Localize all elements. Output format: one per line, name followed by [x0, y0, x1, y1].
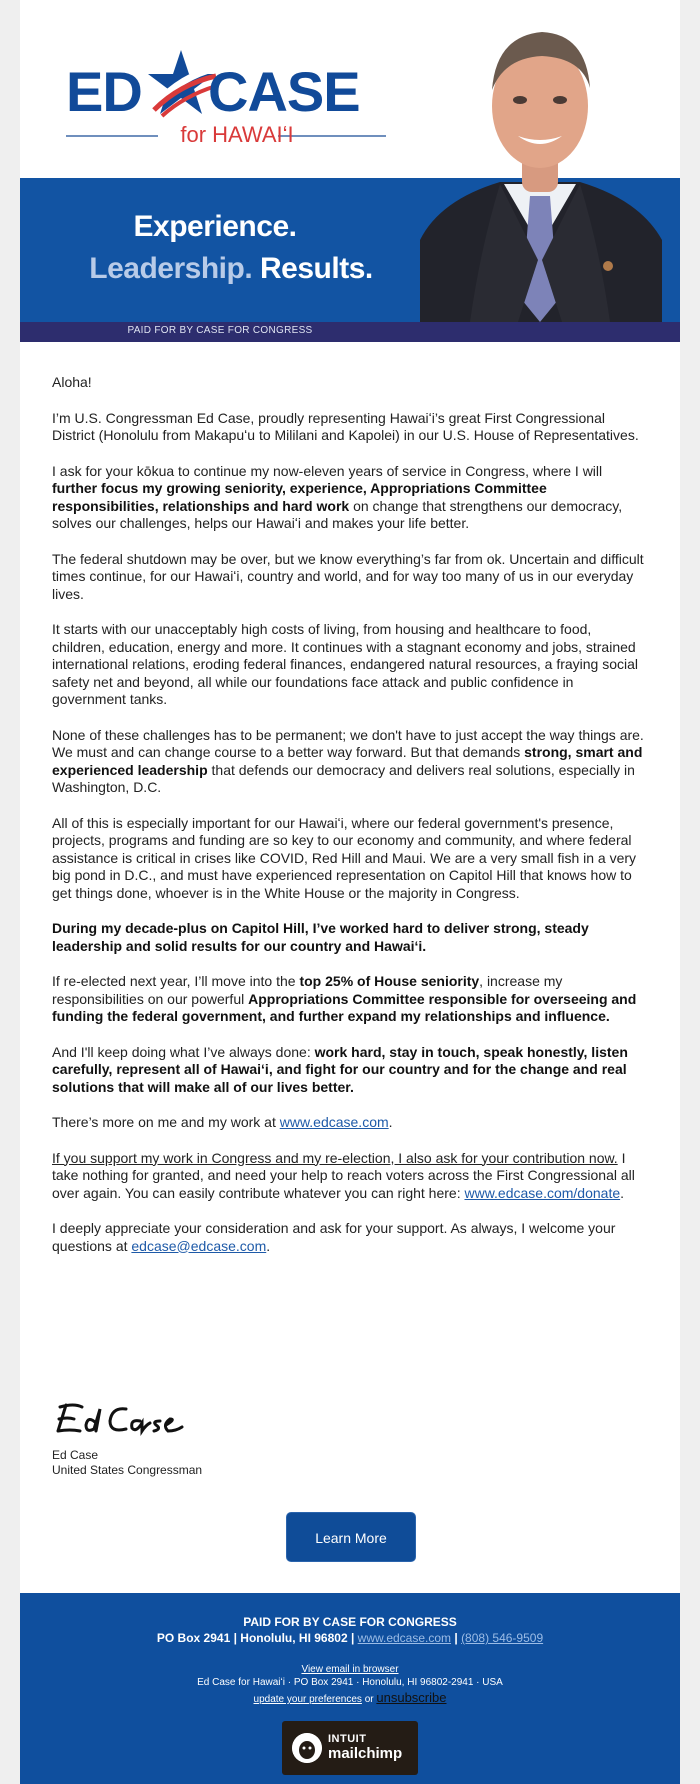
mailing-address: Ed Case for Hawaiʻi · PO Box 2941 · Honolulu, HI 96802-2941 · USA [197, 1677, 503, 1688]
signature-block [52, 1448, 202, 1478]
footer-paid-for: PAID FOR BY CASE FOR CONGRESS [243, 1615, 457, 1629]
preferences-row [20, 1690, 680, 1705]
bold-text: During my decade-plus on Capitol Hill, I’ve worked hard to deliver strong, steady leadership and solid results for our country and Hawaiʻi. [52, 920, 589, 954]
logo-case-text: CASE [208, 60, 360, 123]
view-in-browser-link[interactable]: View email in browser [301, 1664, 399, 1675]
text: And I'll keep doing what I’ve always done: [52, 1043, 315, 1060]
header-banner [20, 0, 680, 342]
paragraph-decade [52, 920, 648, 955]
badge-intuit: INTUIT [328, 1733, 367, 1745]
website-link[interactable]: www.edcase.com [279, 1114, 389, 1130]
logo-ed-text: ED [66, 60, 142, 123]
greeting: Aloha! [52, 374, 92, 390]
bold-text: work hard, stay in touch, speak honestly, listen carefully, represent all of Hawaiʻi, and fight for our country and for the change and real solutions that will make all of our lives better. [52, 1043, 628, 1095]
logo-for-hawaii: for HAWAIʻI [180, 122, 294, 147]
bold-text: strong, smart and experienced leadership [52, 744, 643, 778]
text: I ask for your kōkua to continue my now-eleven years of service in Congress, where I will [52, 462, 603, 479]
footer-address: PO Box 2941 | Honolulu, HI 96802 | [156, 1631, 358, 1645]
underlined-text: If you support my work in Congress and my re-election, I also ask for your contribution now. [52, 1149, 618, 1166]
text: . [388, 1114, 393, 1130]
bold-text: Appropriations Committee responsible for overseeing and funding the federal government, and further expand my relationships and influence. [52, 990, 637, 1024]
footer-phone-link[interactable]: (808) 546-9509 [461, 1631, 544, 1645]
mailchimp-badge[interactable] [282, 1721, 418, 1775]
email-body [52, 374, 648, 1273]
signer-title: United States Congressman [52, 1463, 203, 1477]
congressman-portrait [400, 10, 680, 322]
text: I take nothing for granted, and need your help to reach voters across the First Congressional all over again. You can easily contribute whatever you can right here: [52, 1149, 635, 1201]
update-preferences-link[interactable]: update your preferences [253, 1694, 362, 1705]
tagline-leadership-results [86, 252, 376, 286]
logo-rule-left [66, 135, 158, 137]
email-link[interactable]: edcase@edcase.com [131, 1237, 267, 1254]
paragraph-closing [52, 1220, 648, 1255]
text: If re-elected next year, I’ll move into the [52, 973, 300, 989]
paragraph-challenges [52, 727, 648, 797]
paragraph-reelected [52, 973, 648, 1026]
bold-text: further focus my growing seniority, experience, Appropriations Committee responsibilities, relationships and hard work [52, 480, 547, 514]
email-page [20, 0, 680, 1784]
view-in-browser-row [20, 1664, 680, 1675]
paragraph-keep-doing [52, 1044, 648, 1097]
paragraph-shutdown: The federal shutdown may be over, but we know everything’s far from ok. Uncertain and difficult times continue, for our Hawaiʻi, country and world, and for way too many of us in our everyday lives. [52, 550, 644, 602]
text: None of these challenges has to be permanent; we don't have to just accept the way things are. We must and can change course to a better way forward. But that demands [52, 726, 644, 760]
footer [20, 1593, 680, 1784]
donate-link[interactable]: www.edcase.com/donate [464, 1184, 621, 1201]
paragraph-costs: It starts with our unacceptably high costs of living, from housing and healthcare to food, children, education, energy and more. It continues with a stagnant economy and jobs, strained international relations, eroding federal finances, endangered natural resources, a fraying social safety net and beyond, all while our foundations face attack and public confidence in government tanks. [52, 621, 639, 707]
learn-more-button[interactable]: Learn More [286, 1512, 416, 1562]
paragraph-kokua [52, 463, 648, 533]
text: . [266, 1237, 271, 1254]
handwritten-signature [52, 1395, 192, 1445]
text: that defends our democracy and delivers real solutions, especially in Washington, D.C. [52, 761, 635, 795]
footer-website-link[interactable]: www.edcase.com [357, 1631, 452, 1645]
text: , increase my responsibilities on our powerful [52, 973, 563, 1007]
paragraph-more [52, 1114, 648, 1132]
banner-paid-for: PAID FOR BY CASE FOR CONGRESS [127, 325, 313, 336]
unsubscribe-link[interactable]: unsubscribe [376, 1690, 447, 1705]
campaign-logo [66, 46, 386, 146]
paragraph-hawaii: All of this is especially important for our Hawaiʻi, where our federal government's presence, projects, programs and funding are so key to our economy and community, and where federal assistance is critical in crises like COVID, Red Hill and Maui. We are a very small fish in a very big pond in D.C., and must have experienced representation on Capitol Hill that knows how to get things done, whoever is in the White House or the majority in Congress. [52, 814, 637, 901]
tagline-experience: Experience. [133, 210, 297, 243]
or-text: or [361, 1694, 377, 1705]
badge-mailchimp: mailchimp [328, 1745, 403, 1762]
mailchimp-icon [292, 1733, 322, 1763]
text: I deeply appreciate your consideration and ask for your support. As always, I welcome your questions at [52, 1220, 616, 1254]
footer-contact [20, 1631, 680, 1645]
text: . [620, 1184, 625, 1201]
tagline-leadership: Leadership. [89, 252, 253, 285]
bold-text: top 25% of House seniority [299, 973, 480, 989]
signer-name: Ed Case [52, 1448, 99, 1462]
text: on change that strengthens our democracy, solves our challenges, helps our Hawaiʻi and makes your life better. [52, 497, 623, 531]
tagline-results: Results. [252, 252, 373, 285]
separator: | [451, 1631, 462, 1645]
paragraph-intro: I’m U.S. Congressman Ed Case, proudly representing Hawaiʻi’s great First Congressional District (Honolulu from Makapuʻu to Mililani and Kapolei) in our U.S. House of Representatives. [52, 409, 639, 443]
text: There’s more on me and my work at [52, 1114, 280, 1130]
paragraph-contribute [52, 1150, 648, 1203]
